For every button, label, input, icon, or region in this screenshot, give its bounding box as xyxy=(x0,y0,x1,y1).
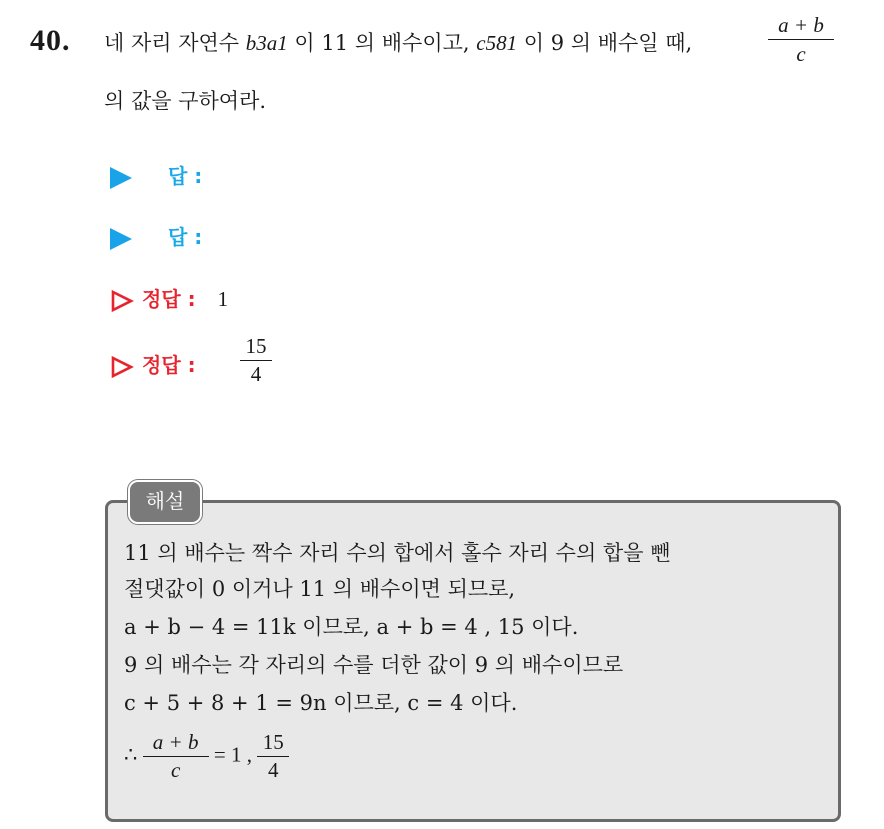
fraction-bar xyxy=(768,39,834,40)
fraction-numerator: 15 xyxy=(262,730,284,754)
play-arrow-icon xyxy=(110,167,132,189)
question-line-2: 의 값을 구하여라. xyxy=(104,89,267,113)
question-text-mid-1: 이 11 의 배수이고, xyxy=(287,31,477,55)
fraction-bar xyxy=(240,360,272,361)
play-arrow-icon xyxy=(110,228,132,250)
fraction-denominator: 4 xyxy=(250,362,262,386)
conclusion-equals: = 1 , xyxy=(213,742,252,767)
therefore-symbol: ∴ xyxy=(124,742,138,767)
question-text-mid-2: 이 9 의 배수일 때, xyxy=(517,31,693,55)
conclusion-fraction-2 xyxy=(257,730,289,783)
answer-label: 답 : xyxy=(168,164,203,188)
solution-line-5: c + 5 + 8 + 1 = 9n 이므로, c = 4 이다. xyxy=(124,691,518,715)
answer-row-2 xyxy=(110,222,202,252)
answer-label: 답 : xyxy=(168,225,203,249)
solution-line-4: 9 의 배수는 각 자리의 수를 더한 값이 9 의 배수이므로 xyxy=(124,653,624,677)
fraction-bar xyxy=(257,756,289,757)
solution-conclusion xyxy=(124,730,289,783)
solution-line-2: 절댓값이 0 이거나 11 의 배수이면 되므로, xyxy=(124,577,516,601)
fraction-denominator: 4 xyxy=(267,758,279,782)
fraction-numerator: 15 xyxy=(245,334,267,358)
fraction-bar xyxy=(143,756,209,757)
question-text-before: 네 자리 자연수 xyxy=(104,31,246,55)
correct-answer-label: 정답 : xyxy=(142,287,196,311)
solution-line-1: 11 의 배수는 짝수 자리 수의 합에서 홀수 자리 수의 합을 뺀 xyxy=(124,541,671,565)
fraction-denominator: c xyxy=(170,758,181,782)
question-number: 40. xyxy=(30,24,71,57)
correct-answer-row-2 xyxy=(110,350,196,380)
correct-answer-fraction xyxy=(240,334,272,387)
outline-triangle-icon xyxy=(110,289,134,313)
correct-answer-row-1 xyxy=(110,284,228,314)
correct-answer-label: 정답 : xyxy=(142,353,196,377)
question-line-1 xyxy=(104,30,692,56)
fraction-numerator: a + b xyxy=(778,13,824,37)
solution-tag: 해설 xyxy=(128,480,202,524)
correct-answer-value: 1 xyxy=(217,287,229,311)
fraction-denominator: c xyxy=(796,42,806,66)
question-fraction xyxy=(768,12,834,67)
number-variable-1: b3a1 xyxy=(245,31,288,55)
outline-triangle-icon xyxy=(110,355,134,379)
conclusion-fraction-1 xyxy=(143,730,209,783)
solution-line-3: a + b − 4 = 11k 이므로, a + b = 4 , 15 이다. xyxy=(124,615,579,639)
answer-row-1 xyxy=(110,161,202,191)
fraction-numerator: a + b xyxy=(152,730,199,754)
number-variable-2: c581 xyxy=(476,31,518,55)
